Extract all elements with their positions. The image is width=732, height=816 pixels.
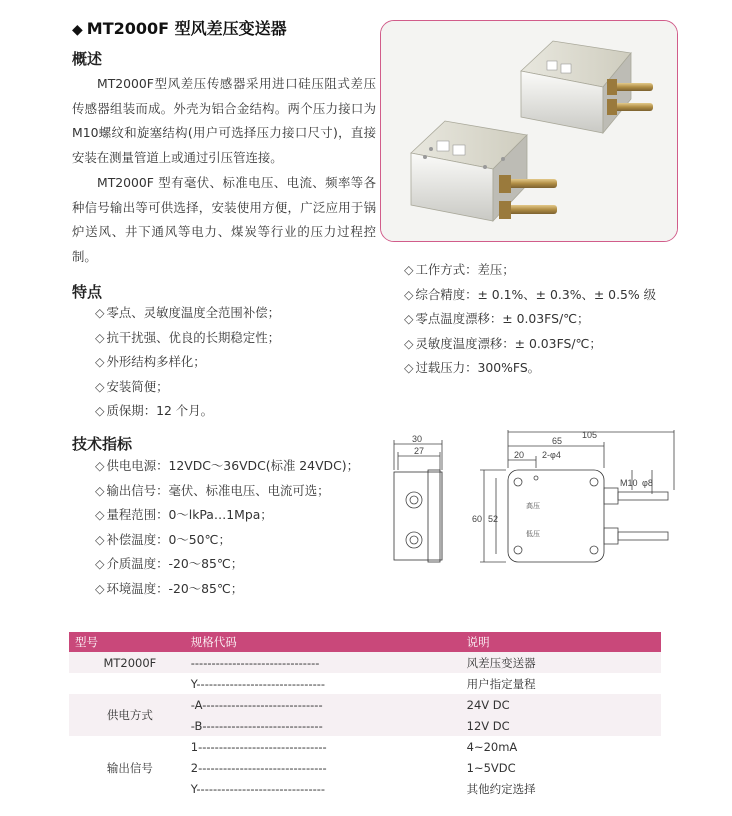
product-photo bbox=[380, 20, 678, 242]
table-row: Y------------------------------- 用户指定量程 bbox=[190, 676, 536, 691]
list-item: ◇ 工作方式：差压； bbox=[404, 262, 515, 277]
page-title bbox=[72, 16, 287, 39]
overview-heading: 概述 bbox=[72, 50, 103, 68]
list-item: ◇ 环境温度：-20～85℃； bbox=[95, 580, 244, 596]
specs-heading: 技术指标 bbox=[72, 435, 133, 453]
list-item: ◇ 灵敏度温度漂移：± 0.03FS/℃； bbox=[404, 335, 602, 351]
list-item: ◇ 输出信号：毫伏、标准电压、电流可选； bbox=[95, 482, 330, 498]
overview-paragraph-2: MT2000F 型有毫伏、标准电压、电流、频率等各种信号输出等可供选择，安装使用方便，广泛应用于锅炉送风、井下通风等电力、煤炭等行业的压力过程控制。 bbox=[72, 175, 376, 264]
title-text: MT2000F 型风差压变送器 bbox=[86, 19, 287, 38]
group-power: 供电方式 bbox=[69, 694, 185, 736]
list-item: ◇ 供电电源：12VDC～36VDC(标准 24VDC)； bbox=[95, 458, 359, 473]
list-item: ◇ 综合精度：± 0.1%、± 0.3%、± 0.5% 级 bbox=[404, 286, 656, 302]
specs-right-list bbox=[404, 258, 656, 381]
dim-65-label: 65 bbox=[552, 436, 563, 446]
port-high-label: 高压 bbox=[526, 503, 540, 510]
dim-52-label: 52 bbox=[488, 514, 499, 524]
list-item: ◇ 量程范围：0～lkPa…1Mpa； bbox=[95, 507, 273, 523]
list-item: ◇ 安装简便； bbox=[95, 378, 169, 394]
header-model: 型号 bbox=[69, 632, 185, 652]
list-item: ◇ 补偿温度：0～50℃； bbox=[95, 531, 231, 547]
dim-60-label: 60 bbox=[472, 514, 483, 524]
model-spec-table bbox=[69, 632, 661, 799]
list-item: ◇ 零点温度漂移：± 0.03FS/℃； bbox=[404, 311, 590, 327]
list-item: ◇ 抗干扰强、优良的长期稳定性； bbox=[95, 329, 280, 345]
list-item: ◇ 介质温度：-20～85℃； bbox=[95, 556, 244, 572]
table-row: 2------------------------------- 1~5VDC bbox=[190, 760, 516, 775]
group-output: 输出信号 bbox=[106, 760, 153, 775]
table-header-row bbox=[69, 632, 661, 652]
dim-m10-label: M10 bbox=[620, 478, 638, 488]
table-row: MT2000F ------------------------------- 风差压变送器 bbox=[69, 652, 661, 673]
dim-30-label: 30 bbox=[412, 434, 423, 444]
list-item: ◇ 外形结构多样化； bbox=[95, 354, 206, 370]
transmitter-photo-illustration bbox=[381, 21, 677, 241]
features-list bbox=[95, 301, 280, 424]
overview-paragraph-1: MT2000F型风差压传感器采用进口硅压阻式差压传感器组装而成。外壳为铝合金结构。两个压力接口为M10螺纹和旋塞结构(用户可选择压力接口尺寸)，直接安装在测量管道上或通过引压管连接。 bbox=[72, 76, 376, 165]
specs-list bbox=[95, 454, 359, 602]
header-code: 规格代码 bbox=[185, 632, 461, 652]
dim-105-label: 105 bbox=[582, 430, 598, 441]
features-heading: 特点 bbox=[72, 283, 103, 301]
table-row: -B----------------------------- 12V DC bbox=[69, 715, 661, 736]
header-desc: 说明 bbox=[461, 632, 661, 652]
title-marker: ◆ bbox=[72, 22, 83, 38]
table-row: Y------------------------------- 其他约定选择 bbox=[190, 781, 536, 796]
list-item: ◇ 过载压力：300%FS。 bbox=[404, 360, 541, 376]
port-low-label: 低压 bbox=[526, 531, 540, 538]
list-item: ◇ 质保期：12 个月。 bbox=[95, 403, 213, 419]
dim-27-label: 27 bbox=[414, 446, 425, 456]
dimension-drawing bbox=[384, 430, 692, 610]
dim-20-label: 20 bbox=[514, 450, 525, 460]
table-row: 供电方式 -A----------------------------- 24V DC bbox=[69, 694, 661, 715]
dim-2phi4-label: 2-φ4 bbox=[542, 450, 561, 460]
dim-phi8-label: φ8 bbox=[642, 478, 653, 488]
table-row: 输出信号 1------------------------------- 4~20mA bbox=[69, 736, 661, 757]
list-item: ◇ 零点、灵敏度温度全范围补偿； bbox=[95, 305, 280, 320]
